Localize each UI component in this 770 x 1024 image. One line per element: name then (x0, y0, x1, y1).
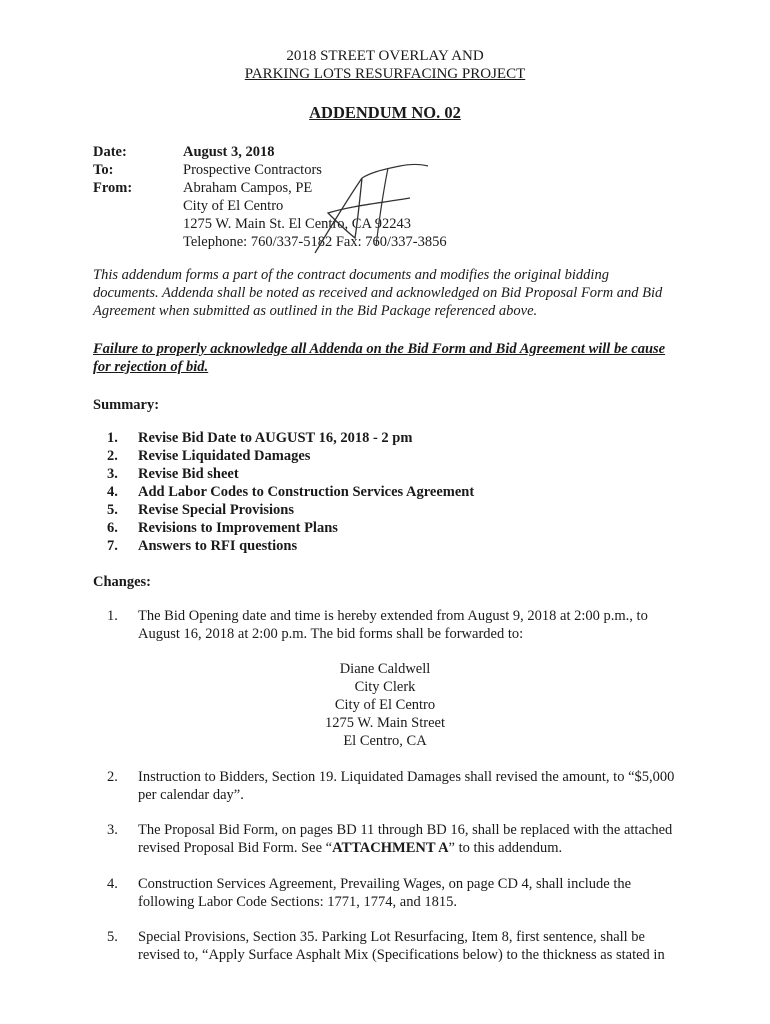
from-line-phone: Telephone: 760/337-5182 Fax: 760/337-3856 (183, 234, 447, 250)
change-item-line: Construction Services Agreement, Prevailing Wages, on page CD 4, shall include the (138, 876, 632, 892)
summary-item (107, 447, 474, 465)
change-item-2 (107, 768, 697, 804)
summary-item-text: Revise Bid Date to AUGUST 16, 2018 - 2 pm (138, 430, 413, 446)
date-value: August 3, 2018 (183, 144, 275, 160)
change-item-line: per calendar day”. (138, 787, 244, 803)
title-line-2: PARKING LOTS RESURFACING PROJECT (244, 66, 526, 82)
address-line-location: El Centro, CA (343, 733, 427, 749)
summary-item-text: Answers to RFI questions (138, 538, 298, 554)
summary-item (107, 465, 474, 483)
date-label: Date: (93, 144, 127, 160)
change-item-text: ” to this addendum. (448, 840, 563, 856)
warning-line-2: for rejection of bid. (93, 359, 209, 375)
summary-item-text: Revisions to Improvement Plans (138, 520, 338, 536)
change-item-num: 3. (107, 822, 118, 838)
change-item-5 (107, 928, 697, 964)
change-item-num: 5. (107, 929, 118, 945)
summary-item-text: Revise Liquidated Damages (138, 448, 311, 464)
change-item-line-2 (138, 839, 697, 857)
addendum-title: ADDENDUM NO. 02 (309, 103, 461, 122)
summary-item (107, 501, 474, 519)
warning-line-1: Failure to properly acknowledge all Addenda on the Bid Form and Bid Agreement will be cause (93, 341, 666, 357)
address-line-title: City Clerk (354, 679, 416, 695)
title-line-1: 2018 STREET OVERLAY AND (286, 48, 484, 64)
summary-item-num: 1. (107, 430, 118, 446)
change-item-num: 4. (107, 876, 118, 892)
summary-item-num: 5. (107, 502, 118, 518)
change-item-line: Instruction to Bidders, Section 19. Liquidated Damages shall revised the amount, to “$5,000 (138, 769, 675, 785)
summary-heading: Summary: (93, 397, 160, 413)
summary-item-num: 6. (107, 520, 118, 536)
summary-item-num: 2. (107, 448, 118, 464)
summary-item-num: 3. (107, 466, 118, 482)
change-item-line: August 16, 2018 at 2:00 p.m. The bid forms shall be forwarded to: (138, 626, 524, 642)
summary-item (107, 537, 474, 555)
summary-item-num: 7. (107, 538, 118, 554)
to-value: Prospective Contractors (183, 162, 322, 178)
to-label: To: (93, 162, 114, 178)
change-item-text: revised Proposal Bid Form. See “ (138, 840, 333, 856)
summary-item-text: Add Labor Codes to Construction Services Agreement (138, 484, 475, 500)
change-item-num: 2. (107, 769, 118, 785)
change-item-4 (107, 875, 697, 911)
change-item-line: revised to, “Apply Surface Asphalt Mix (Specifications below) to the thickness as stated in (138, 947, 665, 963)
attachment-reference: ATTACHMENT A (332, 840, 449, 856)
address-line-city: City of El Centro (334, 697, 436, 713)
address-line-street: 1275 W. Main Street (324, 715, 446, 731)
change-item-3 (107, 821, 697, 857)
change-item-line: following Labor Code Sections: 1771, 1774, and 1815. (138, 894, 457, 910)
change-item-line: The Bid Opening date and time is hereby extended from August 9, 2018 at 2:00 p.m., to (138, 608, 648, 624)
summary-list (107, 429, 474, 555)
intro-line-1: This addendum forms a part of the contract documents and modifies the original bidding (93, 267, 609, 283)
intro-line-2: documents. Addenda shall be noted as received and acknowledged on Bid Proposal Form and Bid (93, 285, 663, 301)
from-label: From: (93, 180, 133, 196)
summary-item (107, 483, 474, 501)
signature-mark (300, 158, 440, 258)
change-item-1 (107, 607, 697, 643)
intro-line-3: Agreement when submitted as outlined in the Bid Package referenced above. (93, 303, 538, 319)
address-line-name: Diane Caldwell (339, 661, 431, 677)
from-line-city: City of El Centro (183, 198, 284, 214)
summary-item-text: Revise Bid sheet (138, 466, 239, 482)
changes-heading: Changes: (93, 574, 152, 590)
from-line-name: Abraham Campos, PE (183, 180, 313, 196)
from-line-address: 1275 W. Main St. El Centro, CA 92243 (183, 216, 411, 232)
summary-item-num: 4. (107, 484, 118, 500)
change-item-num: 1. (107, 608, 118, 624)
change-item-line: Special Provisions, Section 35. Parking Lot Resurfacing, Item 8, first sentence, shall be (138, 929, 645, 945)
change-item-line: The Proposal Bid Form, on pages BD 11 through BD 16, shall be replaced with the attached (138, 822, 673, 838)
summary-item (107, 519, 474, 537)
summary-item-text: Revise Special Provisions (138, 502, 295, 518)
summary-item (107, 429, 474, 447)
